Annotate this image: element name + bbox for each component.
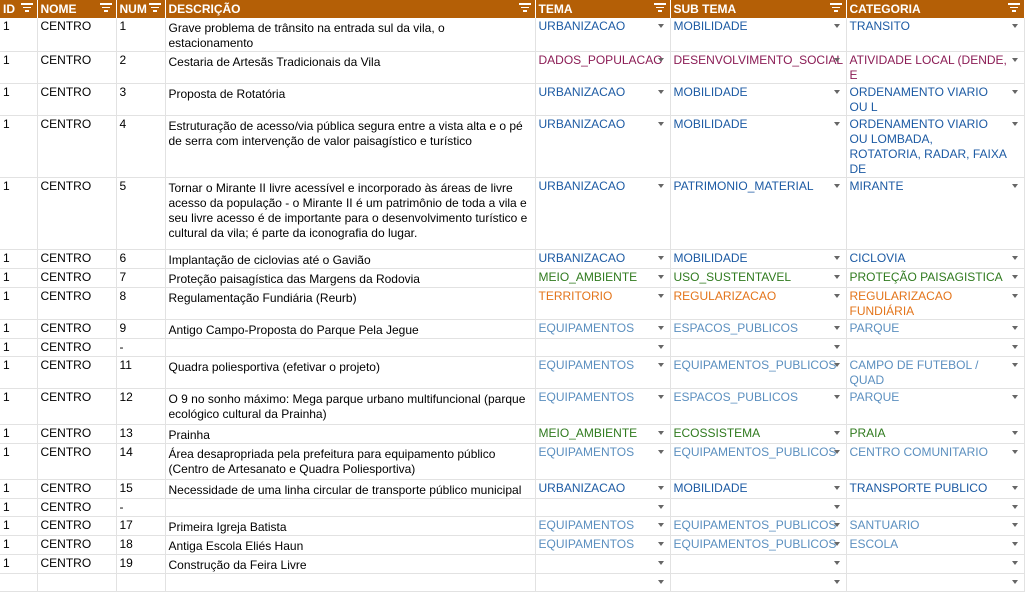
cell-num[interactable]: 14 [116, 444, 165, 480]
cell-nome[interactable]: CENTRO [37, 288, 116, 320]
chevron-down-icon[interactable] [658, 363, 664, 367]
dropdown-value: PARQUE [849, 321, 900, 335]
chevron-down-icon[interactable] [658, 523, 664, 527]
chevron-down-icon[interactable] [1012, 294, 1018, 298]
chevron-down-icon[interactable] [1012, 184, 1018, 188]
header-sub-tema[interactable]: SUB TEMA [670, 0, 846, 18]
cell-num[interactable]: 13 [116, 425, 165, 444]
dropdown-value: URBANIZACAO [538, 19, 626, 33]
cell-nome[interactable]: CENTRO [37, 499, 116, 517]
cell-categoria-dropdown[interactable] [846, 480, 1024, 499]
chevron-down-icon[interactable] [834, 431, 840, 435]
cell-sub-tema-dropdown[interactable] [670, 18, 846, 52]
cell-nome[interactable]: CENTRO [37, 389, 116, 425]
cell-id[interactable]: 1 [0, 536, 37, 555]
cell-tema-dropdown[interactable] [535, 555, 670, 574]
table-row [0, 480, 1024, 499]
cell-tema-dropdown[interactable] [535, 320, 670, 339]
chevron-down-icon[interactable] [834, 345, 840, 349]
chevron-down-icon[interactable] [658, 90, 664, 94]
dropdown-value: EQUIPAMENTOS [538, 358, 635, 372]
cell-tema-dropdown[interactable] [535, 269, 670, 288]
cell-id[interactable]: 1 [0, 425, 37, 444]
cell-tema-dropdown[interactable] [535, 517, 670, 536]
cell-tema-dropdown[interactable] [535, 499, 670, 517]
cell-id[interactable]: 1 [0, 116, 37, 178]
chevron-down-icon[interactable] [834, 184, 840, 188]
cell-descricao[interactable]: Antigo Campo-Proposta do Parque Pela Jegue [165, 320, 535, 339]
chevron-down-icon[interactable] [658, 505, 664, 509]
cell-categoria-dropdown[interactable] [846, 18, 1024, 52]
cell-num[interactable]: 4 [116, 116, 165, 178]
cell-tema-dropdown[interactable] [535, 480, 670, 499]
chevron-down-icon[interactable] [1012, 24, 1018, 28]
cell-id[interactable]: 1 [0, 444, 37, 480]
cell-tema-dropdown[interactable] [535, 84, 670, 116]
table-row [0, 178, 1024, 250]
chevron-down-icon[interactable] [1012, 275, 1018, 279]
cell-categoria-dropdown[interactable] [846, 339, 1024, 357]
cell-descricao[interactable]: Proteção paisagística das Margens da Rodovia [165, 269, 535, 288]
chevron-down-icon[interactable] [658, 561, 664, 565]
cell-descricao[interactable]: Área desapropriada pela prefeitura para equipamento público (Centro de Artesanato e Quadra Poliesportiva) [165, 444, 535, 480]
cell-sub-tema-dropdown[interactable] [670, 517, 846, 536]
table-row [0, 250, 1024, 269]
dropdown-value: URBANIZACAO [538, 85, 626, 99]
cell-nome[interactable]: CENTRO [37, 517, 116, 536]
chevron-down-icon[interactable] [1012, 523, 1018, 527]
dropdown-value: MOBILIDADE [673, 251, 748, 265]
cell-id[interactable]: 1 [0, 269, 37, 288]
cell-id[interactable]: 1 [0, 357, 37, 389]
dropdown-value: TRANSITO [849, 19, 910, 33]
filter-icon[interactable] [100, 3, 112, 14]
filter-icon[interactable] [654, 3, 666, 14]
cell-num[interactable]: - [116, 499, 165, 517]
cell-descricao[interactable]: O 9 no sonho máximo: Mega parque urbano multifuncional (parque ecológico cultural da Prainha) [165, 389, 535, 425]
cell-num[interactable]: 5 [116, 178, 165, 250]
cell-sub-tema-dropdown[interactable] [670, 444, 846, 480]
cell-categoria-dropdown[interactable] [846, 574, 1024, 592]
cell-nome[interactable]: CENTRO [37, 357, 116, 389]
cell-descricao[interactable]: Primeira Igreja Batista [165, 517, 535, 536]
cell-id[interactable]: 1 [0, 389, 37, 425]
dropdown-value: EQUIPAMENTOS [538, 537, 635, 551]
cell-sub-tema-dropdown[interactable] [670, 480, 846, 499]
cell-sub-tema-dropdown[interactable] [670, 250, 846, 269]
cell-tema-dropdown[interactable] [535, 178, 670, 250]
cell-sub-tema-dropdown[interactable] [670, 269, 846, 288]
filter-icon[interactable] [519, 3, 531, 14]
cell-id[interactable]: 1 [0, 555, 37, 574]
cell-nome[interactable]: CENTRO [37, 444, 116, 480]
cell-tema-dropdown[interactable] [535, 288, 670, 320]
chevron-down-icon[interactable] [1012, 345, 1018, 349]
cell-sub-tema-dropdown[interactable] [670, 178, 846, 250]
cell-descricao[interactable] [165, 339, 535, 357]
cell-descricao[interactable] [165, 499, 535, 517]
chevron-down-icon[interactable] [834, 90, 840, 94]
cell-categoria-dropdown[interactable] [846, 499, 1024, 517]
cell-sub-tema-dropdown[interactable] [670, 536, 846, 555]
cell-tema-dropdown[interactable] [535, 389, 670, 425]
chevron-down-icon[interactable] [834, 542, 840, 546]
cell-id[interactable]: 1 [0, 178, 37, 250]
chevron-down-icon[interactable] [658, 275, 664, 279]
cell-num[interactable]: 1 [116, 18, 165, 52]
dropdown-value: CENTRO COMUNITARIO [849, 445, 988, 459]
header-tema[interactable]: TEMA [535, 0, 670, 18]
cell-id[interactable]: 1 [0, 499, 37, 517]
cell-categoria-dropdown[interactable] [846, 288, 1024, 320]
dropdown-value: ESPACOS_PUBLICOS [673, 321, 798, 335]
table-row [0, 320, 1024, 339]
dropdown-value: PARQUE [849, 390, 900, 404]
cell-tema-dropdown[interactable] [535, 18, 670, 52]
cell-categoria-dropdown[interactable] [846, 536, 1024, 555]
header-nome[interactable]: NOME [37, 0, 116, 18]
cell-categoria-dropdown[interactable] [846, 178, 1024, 250]
cell-descricao[interactable] [165, 574, 535, 592]
dropdown-value: MOBILIDADE [673, 117, 748, 131]
dropdown-value: URBANIZACAO [538, 481, 626, 495]
chevron-down-icon[interactable] [1012, 58, 1018, 62]
cell-sub-tema-dropdown[interactable] [670, 357, 846, 389]
cell-id[interactable]: 1 [0, 339, 37, 357]
cell-num[interactable]: 2 [116, 52, 165, 84]
table-row [0, 425, 1024, 444]
dropdown-value: SANTUARIO [849, 518, 920, 532]
cell-tema-dropdown[interactable] [535, 52, 670, 84]
dropdown-value: ESCOLA [849, 537, 899, 551]
dropdown-value: URBANIZACAO [538, 251, 626, 265]
cell-sub-tema-dropdown[interactable] [670, 288, 846, 320]
cell-tema-dropdown[interactable] [535, 250, 670, 269]
cell-nome[interactable] [37, 574, 116, 592]
table-row [0, 52, 1024, 84]
cell-num[interactable]: 9 [116, 320, 165, 339]
dropdown-value: REGULARIZACAO FUNDIÁRIA [849, 289, 953, 318]
chevron-down-icon[interactable] [834, 395, 840, 399]
table-row [0, 357, 1024, 389]
cell-sub-tema-dropdown[interactable] [670, 339, 846, 357]
chevron-down-icon[interactable] [1012, 505, 1018, 509]
dropdown-value: PROTEÇÃO PAISAGISTICA [849, 270, 1003, 284]
cell-descricao[interactable]: Cestaria de Artesãs Tradicionais da Vila [165, 52, 535, 84]
header-num[interactable]: NUM [116, 0, 165, 18]
cell-sub-tema-dropdown[interactable] [670, 574, 846, 592]
cell-id[interactable]: 1 [0, 18, 37, 52]
dropdown-value: EQUIPAMENTOS [538, 390, 635, 404]
cell-descricao[interactable]: Necessidade de uma linha circular de transporte público municipal [165, 480, 535, 499]
dropdown-value: ORDENAMENTO VIARIO OU L [849, 85, 988, 114]
table-row [0, 517, 1024, 536]
chevron-down-icon[interactable] [658, 431, 664, 435]
dropdown-value: URBANIZACAO [538, 179, 626, 193]
dropdown-value: MOBILIDADE [673, 85, 748, 99]
chevron-down-icon[interactable] [658, 395, 664, 399]
cell-num[interactable]: 3 [116, 84, 165, 116]
cell-id[interactable]: 1 [0, 84, 37, 116]
cell-sub-tema-dropdown[interactable] [670, 84, 846, 116]
chevron-down-icon[interactable] [834, 24, 840, 28]
chevron-down-icon[interactable] [658, 450, 664, 454]
cell-nome[interactable]: CENTRO [37, 425, 116, 444]
cell-num[interactable] [116, 574, 165, 592]
cell-nome[interactable]: CENTRO [37, 480, 116, 499]
cell-num[interactable]: - [116, 339, 165, 357]
dropdown-value: CICLOVIA [849, 251, 906, 265]
chevron-down-icon[interactable] [1012, 326, 1018, 330]
chevron-down-icon[interactable] [658, 294, 664, 298]
chevron-down-icon[interactable] [1012, 561, 1018, 565]
dropdown-value: DADOS_POPULACAO [538, 53, 663, 67]
table-row [0, 269, 1024, 288]
dropdown-value: MEIO_AMBIENTE [538, 270, 638, 284]
cell-categoria-dropdown[interactable] [846, 357, 1024, 389]
filter-icon[interactable] [149, 3, 161, 14]
table-row [0, 555, 1024, 574]
chevron-down-icon[interactable] [834, 275, 840, 279]
cell-sub-tema-dropdown[interactable] [670, 499, 846, 517]
dropdown-value: ORDENAMENTO VIARIO OU LOMBADA, ROTATORIA, RADAR, FAIXA DE [849, 117, 1007, 176]
cell-sub-tema-dropdown[interactable] [670, 116, 846, 178]
cell-tema-dropdown[interactable] [535, 116, 670, 178]
cell-num[interactable]: 11 [116, 357, 165, 389]
chevron-down-icon[interactable] [1012, 256, 1018, 260]
cell-descricao[interactable]: Antiga Escola Eliés Haun [165, 536, 535, 555]
cell-nome[interactable]: CENTRO [37, 269, 116, 288]
dropdown-value: PRAIA [849, 426, 886, 440]
cell-num[interactable]: 7 [116, 269, 165, 288]
cell-id[interactable]: 1 [0, 52, 37, 84]
cell-tema-dropdown[interactable] [535, 574, 670, 592]
chevron-down-icon[interactable] [658, 326, 664, 330]
chevron-down-icon[interactable] [1012, 486, 1018, 490]
cell-id[interactable]: 1 [0, 250, 37, 269]
cell-num[interactable]: 12 [116, 389, 165, 425]
cell-categoria-dropdown[interactable] [846, 250, 1024, 269]
dropdown-value: MOBILIDADE [673, 19, 748, 33]
cell-tema-dropdown[interactable] [535, 339, 670, 357]
dropdown-value: PATRIMONIO_MATERIAL [673, 179, 814, 193]
dropdown-value: EQUIPAMENTOS [538, 321, 635, 335]
dropdown-value: ATIVIDADE LOCAL (DENDE, E [849, 53, 1007, 82]
chevron-down-icon[interactable] [1012, 431, 1018, 435]
cell-descricao[interactable]: Quadra poliesportiva (efetivar o projeto) [165, 357, 535, 389]
cell-num[interactable]: 15 [116, 480, 165, 499]
cell-descricao[interactable]: Estruturação de acesso/via pública segura entre a vista alta e o pé de serra com intervenção de valor paisagístico e turístico [165, 116, 535, 178]
chevron-down-icon[interactable] [1012, 122, 1018, 126]
chevron-down-icon[interactable] [834, 486, 840, 490]
chevron-down-icon[interactable] [658, 122, 664, 126]
cell-num[interactable]: 19 [116, 555, 165, 574]
cell-id[interactable]: 1 [0, 517, 37, 536]
chevron-down-icon[interactable] [1012, 580, 1018, 584]
chevron-down-icon[interactable] [658, 184, 664, 188]
chevron-down-icon[interactable] [658, 256, 664, 260]
cell-categoria-dropdown[interactable] [846, 52, 1024, 84]
cell-nome[interactable]: CENTRO [37, 250, 116, 269]
dropdown-value: CAMPO DE FUTEBOL / QUAD [849, 358, 979, 387]
dropdown-value: URBANIZACAO [538, 117, 626, 131]
cell-nome[interactable]: CENTRO [37, 178, 116, 250]
dropdown-value: EQUIPAMENTOS_PUBLICOS [673, 537, 837, 551]
chevron-down-icon[interactable] [1012, 363, 1018, 367]
table-row [0, 18, 1024, 52]
cell-sub-tema-dropdown[interactable] [670, 320, 846, 339]
chevron-down-icon[interactable] [658, 580, 664, 584]
chevron-down-icon[interactable] [834, 523, 840, 527]
chevron-down-icon[interactable] [1012, 542, 1018, 546]
dropdown-value: EQUIPAMENTOS [538, 518, 635, 532]
header-descricao[interactable]: DESCRIÇÃO [165, 0, 535, 18]
chevron-down-icon[interactable] [658, 486, 664, 490]
table-row [0, 499, 1024, 517]
chevron-down-icon[interactable] [834, 326, 840, 330]
cell-descricao[interactable]: Prainha [165, 425, 535, 444]
filter-icon[interactable] [21, 3, 33, 14]
cell-categoria-dropdown[interactable] [846, 84, 1024, 116]
cell-nome[interactable]: CENTRO [37, 52, 116, 84]
cell-nome[interactable]: CENTRO [37, 116, 116, 178]
header-row [0, 0, 1024, 18]
cell-num[interactable]: 6 [116, 250, 165, 269]
cell-id[interactable]: 1 [0, 320, 37, 339]
chevron-down-icon[interactable] [658, 345, 664, 349]
dropdown-value: REGULARIZACAO [673, 289, 777, 303]
cell-sub-tema-dropdown[interactable] [670, 555, 846, 574]
chevron-down-icon[interactable] [834, 363, 840, 367]
cell-descricao[interactable]: Grave problema de trânsito na entrada sul da vila, o estacionamento [165, 18, 535, 52]
dropdown-value: MEIO_AMBIENTE [538, 426, 638, 440]
dropdown-value: ECOSSISTEMA [673, 426, 761, 440]
dropdown-value: EQUIPAMENTOS_PUBLICOS [673, 518, 837, 532]
cell-nome[interactable]: CENTRO [37, 320, 116, 339]
header-id[interactable]: ID [0, 0, 37, 18]
cell-descricao[interactable]: Proposta de Rotatória [165, 84, 535, 116]
cell-sub-tema-dropdown[interactable] [670, 52, 846, 84]
table-row [0, 288, 1024, 320]
chevron-down-icon[interactable] [834, 58, 840, 62]
filter-icon[interactable] [830, 3, 842, 14]
table-row [0, 536, 1024, 555]
cell-num[interactable]: 8 [116, 288, 165, 320]
cell-descricao[interactable]: Tornar o Mirante II livre acessível e incorporado às áreas de livre acesso da população - o Mirante II é um patrimônio de toda a vila e seu livre acesso é de importante para o desenvolvimento turístico e cultural da vila; é parte da iconografia do lugar. [165, 178, 535, 250]
chevron-down-icon[interactable] [834, 580, 840, 584]
cell-nome[interactable]: CENTRO [37, 536, 116, 555]
chevron-down-icon[interactable] [658, 58, 664, 62]
dropdown-value: EQUIPAMENTOS_PUBLICOS [673, 358, 837, 372]
cell-id[interactable] [0, 574, 37, 592]
cell-categoria-dropdown[interactable] [846, 425, 1024, 444]
cell-nome[interactable]: CENTRO [37, 339, 116, 357]
cell-descricao[interactable]: Construção da Feira Livre [165, 555, 535, 574]
cell-nome[interactable]: CENTRO [37, 84, 116, 116]
chevron-down-icon[interactable] [834, 561, 840, 565]
chevron-down-icon[interactable] [1012, 90, 1018, 94]
table-row [0, 84, 1024, 116]
table-row [0, 574, 1024, 592]
cell-tema-dropdown[interactable] [535, 444, 670, 480]
table-row [0, 116, 1024, 178]
chevron-down-icon[interactable] [1012, 450, 1018, 454]
cell-categoria-dropdown[interactable] [846, 517, 1024, 536]
chevron-down-icon[interactable] [834, 122, 840, 126]
chevron-down-icon[interactable] [834, 450, 840, 454]
chevron-down-icon[interactable] [658, 542, 664, 546]
cell-sub-tema-dropdown[interactable] [670, 425, 846, 444]
cell-descricao[interactable]: Regulamentação Fundiária (Reurb) [165, 288, 535, 320]
chevron-down-icon[interactable] [658, 24, 664, 28]
cell-tema-dropdown[interactable] [535, 357, 670, 389]
cell-num[interactable]: 18 [116, 536, 165, 555]
dropdown-value: ESPACOS_PUBLICOS [673, 390, 798, 404]
cell-categoria-dropdown[interactable] [846, 320, 1024, 339]
dropdown-value: EQUIPAMENTOS [538, 445, 635, 459]
cell-id[interactable]: 1 [0, 288, 37, 320]
dropdown-value: DESENVOLVIMENTO_SOCIAL [673, 53, 844, 67]
cell-categoria-dropdown[interactable] [846, 555, 1024, 574]
cell-categoria-dropdown[interactable] [846, 269, 1024, 288]
filter-icon[interactable] [1008, 3, 1020, 14]
dropdown-value: MIRANTE [849, 179, 904, 193]
dropdown-value: EQUIPAMENTOS_PUBLICOS [673, 445, 837, 459]
cell-descricao[interactable]: Implantação de ciclovias até o Gavião [165, 250, 535, 269]
cell-sub-tema-dropdown[interactable] [670, 389, 846, 425]
cell-num[interactable]: 17 [116, 517, 165, 536]
table-row [0, 444, 1024, 480]
dropdown-value: TRANSPORTE PUBLICO [849, 481, 988, 495]
header-categoria[interactable]: CATEGORIA [846, 0, 1024, 18]
cell-categoria-dropdown[interactable] [846, 444, 1024, 480]
chevron-down-icon[interactable] [834, 505, 840, 509]
cell-tema-dropdown[interactable] [535, 425, 670, 444]
cell-nome[interactable]: CENTRO [37, 18, 116, 52]
dropdown-value: USO_SUSTENTAVEL [673, 270, 792, 284]
cell-categoria-dropdown[interactable] [846, 116, 1024, 178]
cell-nome[interactable]: CENTRO [37, 555, 116, 574]
table-row [0, 389, 1024, 425]
dropdown-value: TERRITORIO [538, 289, 613, 303]
table-row [0, 339, 1024, 357]
dropdown-value: MOBILIDADE [673, 481, 748, 495]
chevron-down-icon[interactable] [1012, 395, 1018, 399]
cell-id[interactable]: 1 [0, 480, 37, 499]
cell-tema-dropdown[interactable] [535, 536, 670, 555]
chevron-down-icon[interactable] [834, 294, 840, 298]
cell-categoria-dropdown[interactable] [846, 389, 1024, 425]
chevron-down-icon[interactable] [834, 256, 840, 260]
